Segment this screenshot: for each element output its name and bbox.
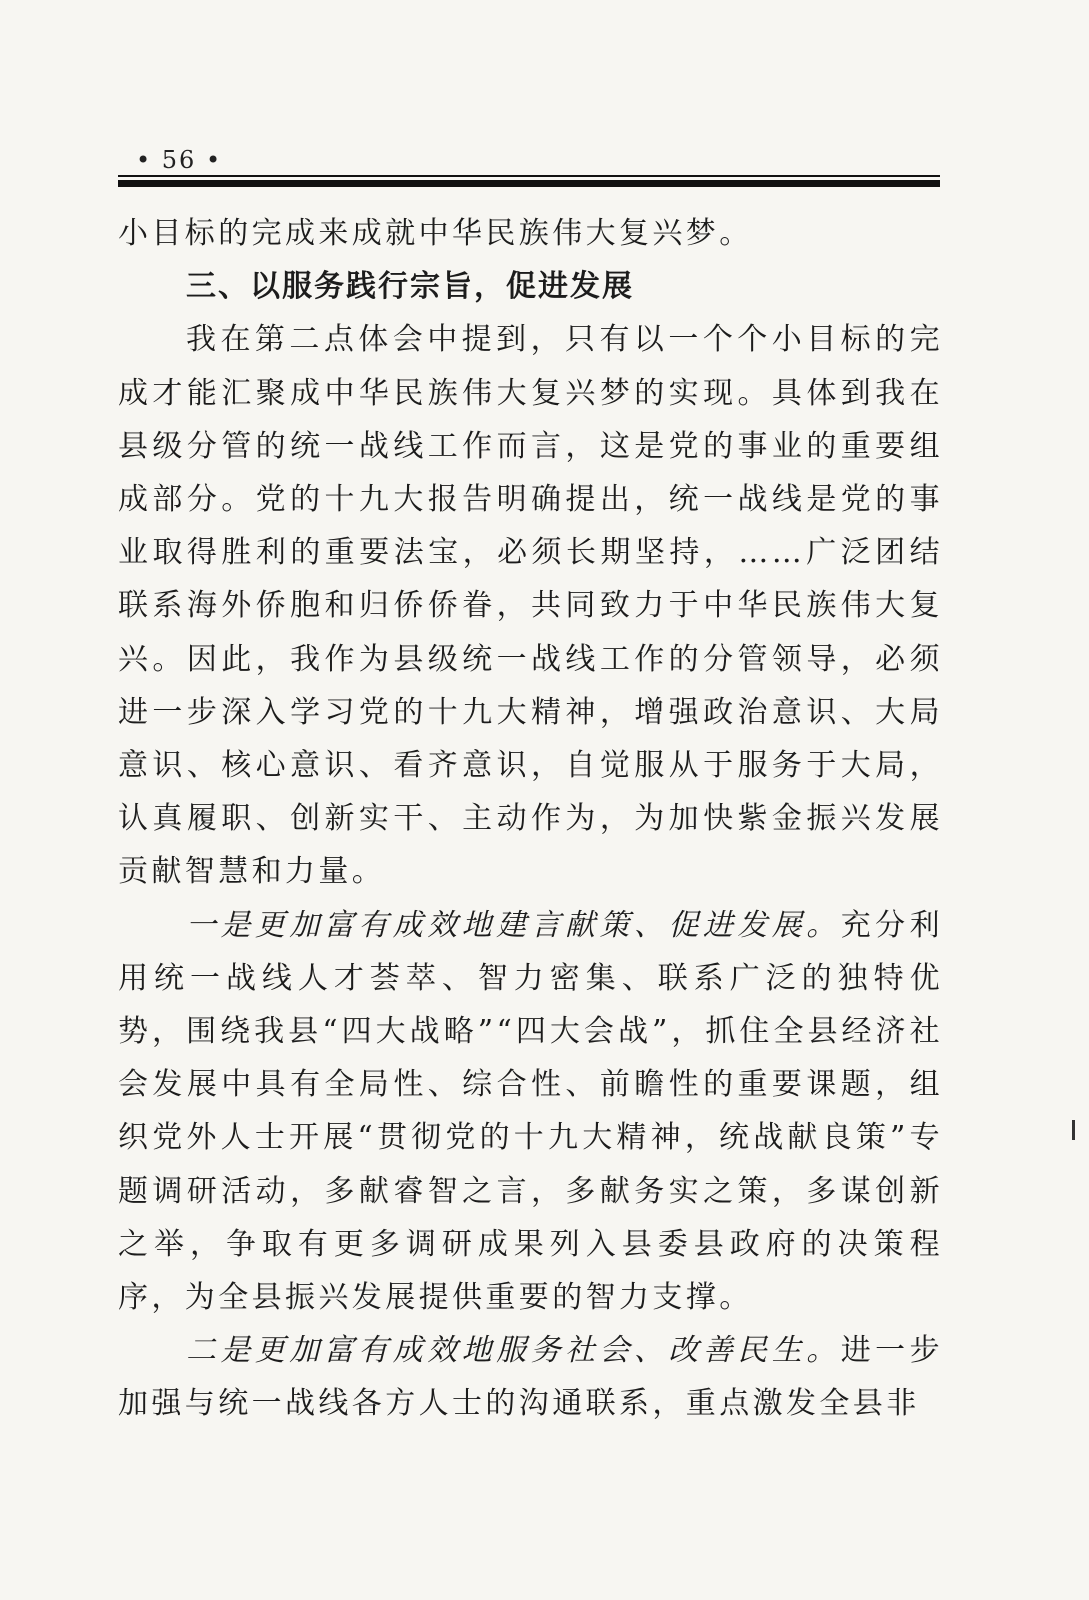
header-rule-thin [118,175,940,177]
paragraph-2-body: 充分利用统一战线人才荟萃、智力密集、联系广泛的独特优势，围绕我县“四大战略”“四大会战”，抓住全县经济社会发展中具有全局性、综合性、前瞻性的重要课题，组织党外人士开展“贯彻党的十九大精神，统战献良策”专题调研活动，多献睿智之言，多献务实之策，多谋创新之举，争取有更多调研成果列入县委县政府的决策程序，为全县振兴发展提供重要的智力支撑。 [118,907,944,1316]
paragraph-3 [118,1324,943,1430]
page-number: • 56 • [136,146,223,174]
paragraph-2 [118,899,943,1325]
paragraph-3-lead: 二是更加富有成效地服务社会、改善民生。 [186,1333,841,1369]
scan-edge-mark [1072,1120,1075,1140]
paragraph-1: 我在第二点体会中提到，只有以一个个小目标的完成才能汇聚成中华民族伟大复兴梦的实现。具体到我在县级分管的统一战线工作而言，这是党的事业的重要组成部分。党的十九大报告明确提出，统一战线是党的事业取得胜利的重要法宝，必须长期坚持，……广泛团结联系海外侨胞和归侨侨眷，共同致力于中华民族伟大复兴。因此，我作为县级统一战线工作的分管领导，必须进一步深入学习党的十九大精神，增强政治意识、大局意识、核心意识、看齐意识，自觉服从于服务于大局，认真履职、创新实干、主动作为，为加快紫金振兴发展贡献智慧和力量。 [118,322,943,890]
header-rule-thick [118,180,940,187]
continuation-text: 小目标的完成来成就中华民族伟大复兴梦。 [118,216,753,251]
paragraph-2-lead: 一是更加富有成效地建言献策、促进发展。 [186,907,841,943]
section-heading: 三、以服务践行宗旨，促进发展 [186,269,634,305]
paragraph-3-body: 进一步加强与统一战线各方人士的沟通联系，重点激发全县非 [118,1333,944,1422]
page-body [118,207,943,1431]
